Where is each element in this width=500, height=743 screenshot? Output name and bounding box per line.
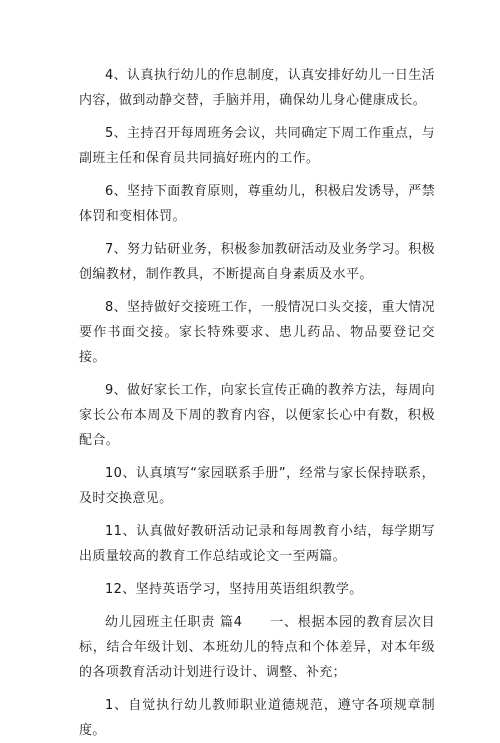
paragraph-item-1: 1、自觉执行幼儿教师职业道德规范，遵守各项规章制度。 bbox=[79, 698, 435, 738]
paragraph-item-4: 4、认真执行幼儿的作息制度，认真安排好幼儿一日生活内容，做到动静交替，手脑并用，确保幼儿身心健康成长。 bbox=[79, 68, 435, 108]
section-heading-paragraph: 幼儿园班主任职责 篇4 一、根据本园的教育层次目标，结合年级计划、本班幼儿的特点和个体差异，对本年级的各项教育活动计划进行设计、调整、补充； bbox=[79, 615, 435, 680]
paragraph-item-5: 5、主持召开每周班务会议，共同确定下周工作重点，与副班主任和保育员共同搞好班内的工作。 bbox=[79, 126, 435, 166]
paragraph-item-9: 9、做好家长工作，向家长宣传正确的教养方法，每周向家长公布本周及下周的教育内容，以便家长心中有数，积极配合。 bbox=[79, 383, 435, 448]
paragraph-item-6: 6、坚持下面教育原则，尊重幼儿，积极启发诱导，严禁体罚和变相体罚。 bbox=[79, 184, 435, 224]
document-body bbox=[79, 63, 435, 743]
paragraph-item-7: 7、努力钻研业务，积极参加教研活动及业务学习。积极创编教材，制作教具，不断提高自身素质及水平。 bbox=[79, 242, 435, 282]
paragraph-item-10: 10、认真填写“家园联系手册”，经常与家长保持联系，及时交换意见。 bbox=[79, 466, 435, 506]
paragraph-item-12: 12、坚持英语学习，坚持用英语组织教学。 bbox=[105, 582, 363, 597]
paragraph-item-8: 8、坚持做好交接班工作，一般情况口头交接，重大情况要作书面交接。家长特殊要求、患儿药品、物品要登记交接。 bbox=[79, 300, 435, 365]
paragraph-item-11: 11、认真做好教研活动记录和每周教育小结，每学期写出质量较高的教育工作总结或论文一至两篇。 bbox=[79, 524, 435, 564]
